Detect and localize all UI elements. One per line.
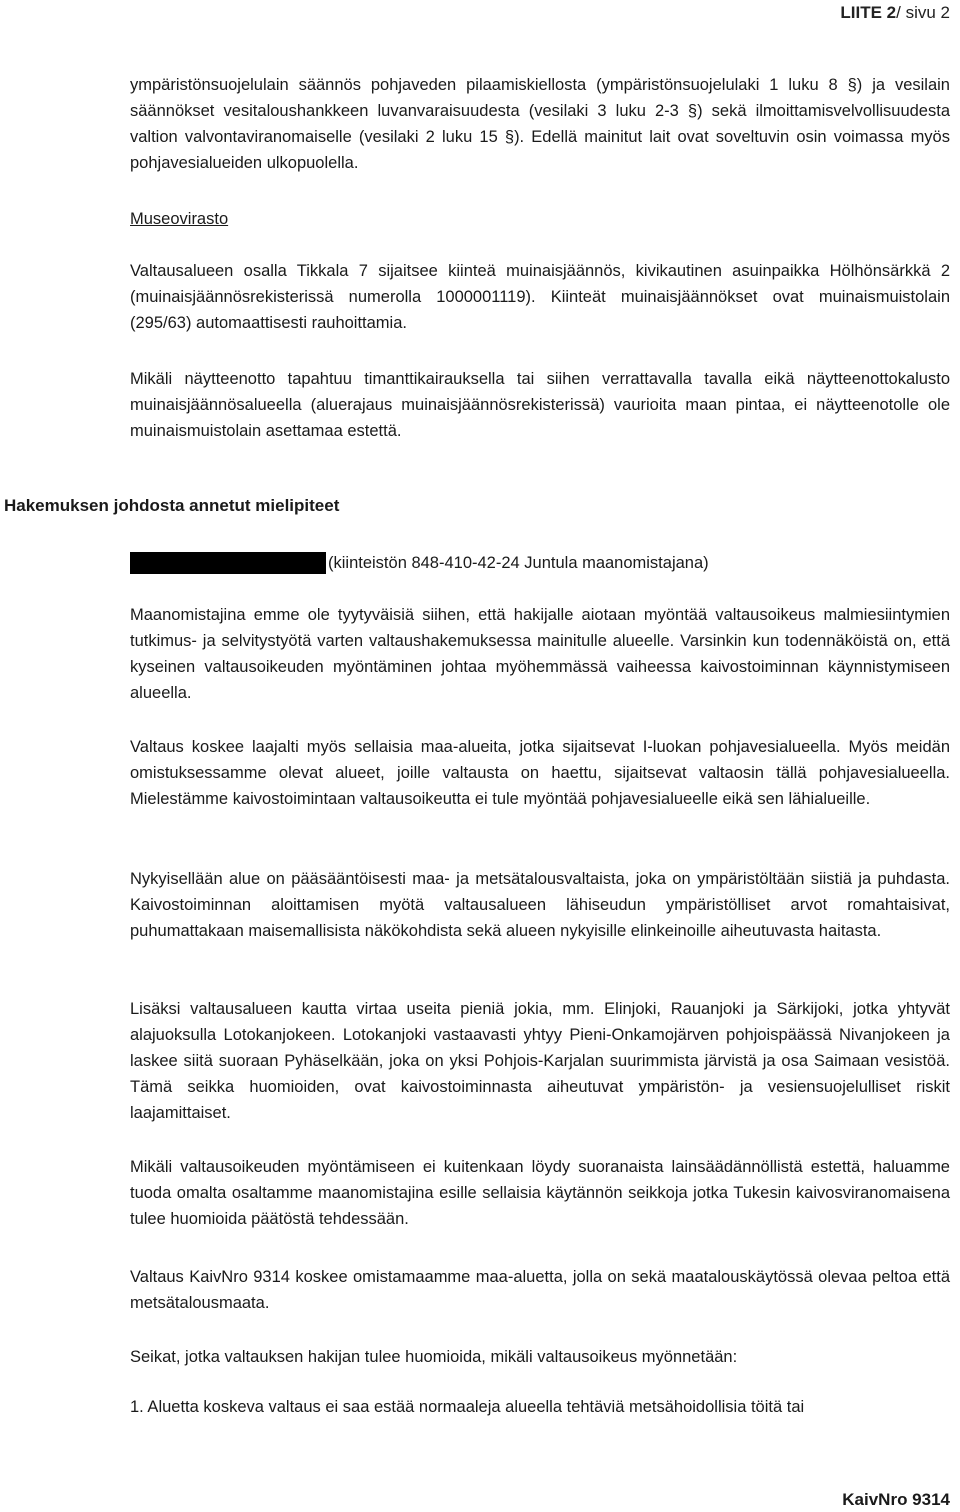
paragraph-lainsaadanto: Mikäli valtausoikeuden myöntämiseen ei kuitenkaan löydy suoranaista lainsäädännöllistä estettä, haluamme tuoda omalta osaltamme maanomistajina esille sellaisia käytännön seikkoja jotka Tukesin kaivosviranomaisena tulee huomioida päätöstä tehdessään. xyxy=(130,1158,950,1228)
owner-property-text: (kiinteistön 848-410-42-24 Juntula maanomistajana) xyxy=(328,554,709,572)
paragraph-intro: ympäristönsuojelulain säännös pohjaveden pilaamiskiellosta (ympäristönsuojelulaki 1 luku 8 §) ja vesilain säännökset vesitaloushankkeen luvanvaraisuudesta (vesilaki 3 luku 2-3 §) sekä ilmoittamisvelvollisuudesta valtion valvontaviranomaiselle (vesilaki 2 luku 15 §). Edellä mainitut lait ovat soveltuvin osin voimassa myös pohjavesialueiden ulkopuolella. xyxy=(130,76,950,172)
paragraph-valtaus-kaivnro: Valtaus KaivNro 9314 koskee omistamaamme maa-aluetta, jolla on sekä maatalouskäytössä olevaa peltoa että metsätalousmaata. xyxy=(130,1268,950,1312)
paragraph-nykyisellaan: Nykyisellään alue on pääsääntöisesti maa- ja metsätalousvaltaista, joka on ympäristöltään siistiä ja puhdasta. Kaivostoiminnan aloittamisen myötä valtausalueen lähiseudun ympäristölliset arvot romahtaisivat, puhumattakaan maisemallisista näkökohdista sekä alueen nykyisille elinkeinoille aiheutuvasta haitasta. xyxy=(130,870,950,940)
page-header xyxy=(840,3,950,23)
paragraph-pohjavesialue: Valtaus koskee laajalti myös sellaisia maa-alueita, jotka sijaitsevat I-luokan pohjavesialueella. Myös meidän omistuksessamme olevat alueet, joille valtausta on haettu, sijaitsevat valtaosin tällä pohjavesialueella. Mielestämme kaivostoimintaan valtausoikeutta ei tule myöntää pohjavesialueelle eikä sen lähialueille. xyxy=(130,738,950,808)
section-heading: Hakemuksen johdosta annetut mielipiteet xyxy=(4,496,340,515)
paragraph-naytteenotto: Mikäli näytteenotto tapahtuu timanttikairauksella tai siihen verrattavalla tavalla eikä näytteenottokalusto muinaisjäännösalueella (aluerajaus muinaisjäännösrekisterissä) vaurioita maan pintaa, ei näytteenotolle ole muinaismuistolain asettamaa estettä. xyxy=(130,370,950,440)
subheading-museovirasto: Museovirasto xyxy=(130,210,229,228)
page-number: / sivu 2 xyxy=(896,3,950,22)
list-item-1: 1. Aluetta koskeva valtaus ei saa estää normaaleja alueella tehtäviä metsähoidollisia töitä tai xyxy=(130,1398,805,1416)
page-footer: KaivNro 9314 xyxy=(842,1490,950,1509)
paragraph-joet: Lisäksi valtausalueen kautta virtaa useita pieniä jokia, mm. Elinjoki, Rauanjoki ja Särkijoki, jotka yhtyvät alajuoksulla Lotokanjokeen. Lotokanjoki vastaavasti yhtyy Pieni-Onkamojärven pohjoispäässä Nivanjokeen ja laskee siitä suoraan Pyhäselkään, joka on yksi Pohjois-Karjalan suurimmista järvistä ja osa Saimaan vesistöä. Tämä seikka huomioiden, ovat kaivostoiminnasta aiheutuvat ympäristön- ja vesiensuojelulliset riskit laajamittaiset. xyxy=(130,1000,950,1122)
paragraph-seikat: Seikat, jotka valtauksen hakijan tulee huomioida, mikäli valtausoikeus myönnetään: xyxy=(130,1348,738,1366)
paragraph-muinaisjaannos: Valtausalueen osalla Tikkala 7 sijaitsee kiinteä muinaisjäännös, kivikautinen asuinpaikka Hölhönsärkkä 2 (muinaisjäännösrekisterissä numerolla 1000001119). Kiinteät muinaisjäännökset ovat muinaismuistolain (295/63) automaattisesti rauhoittamia. xyxy=(130,262,950,332)
paragraph-maanomistajina: Maanomistajina emme ole tyytyväisiä siihen, että hakijalle aiotaan myöntää valtausoikeus malmiesiintymien tutkimus- ja selvitystyötä varten valtaushakemuksessa mainitulle alueelle. Varsinkin kun todennäköistä on, että kyseinen valtausoikeuden myöntäminen johtaa myöhemmässä vaiheessa kaivostoiminnan käynnistymiseen alueella. xyxy=(130,606,950,702)
attachment-label: LIITE 2 xyxy=(840,3,897,22)
redacted-owner-line xyxy=(130,550,950,576)
redaction-box xyxy=(130,552,326,574)
